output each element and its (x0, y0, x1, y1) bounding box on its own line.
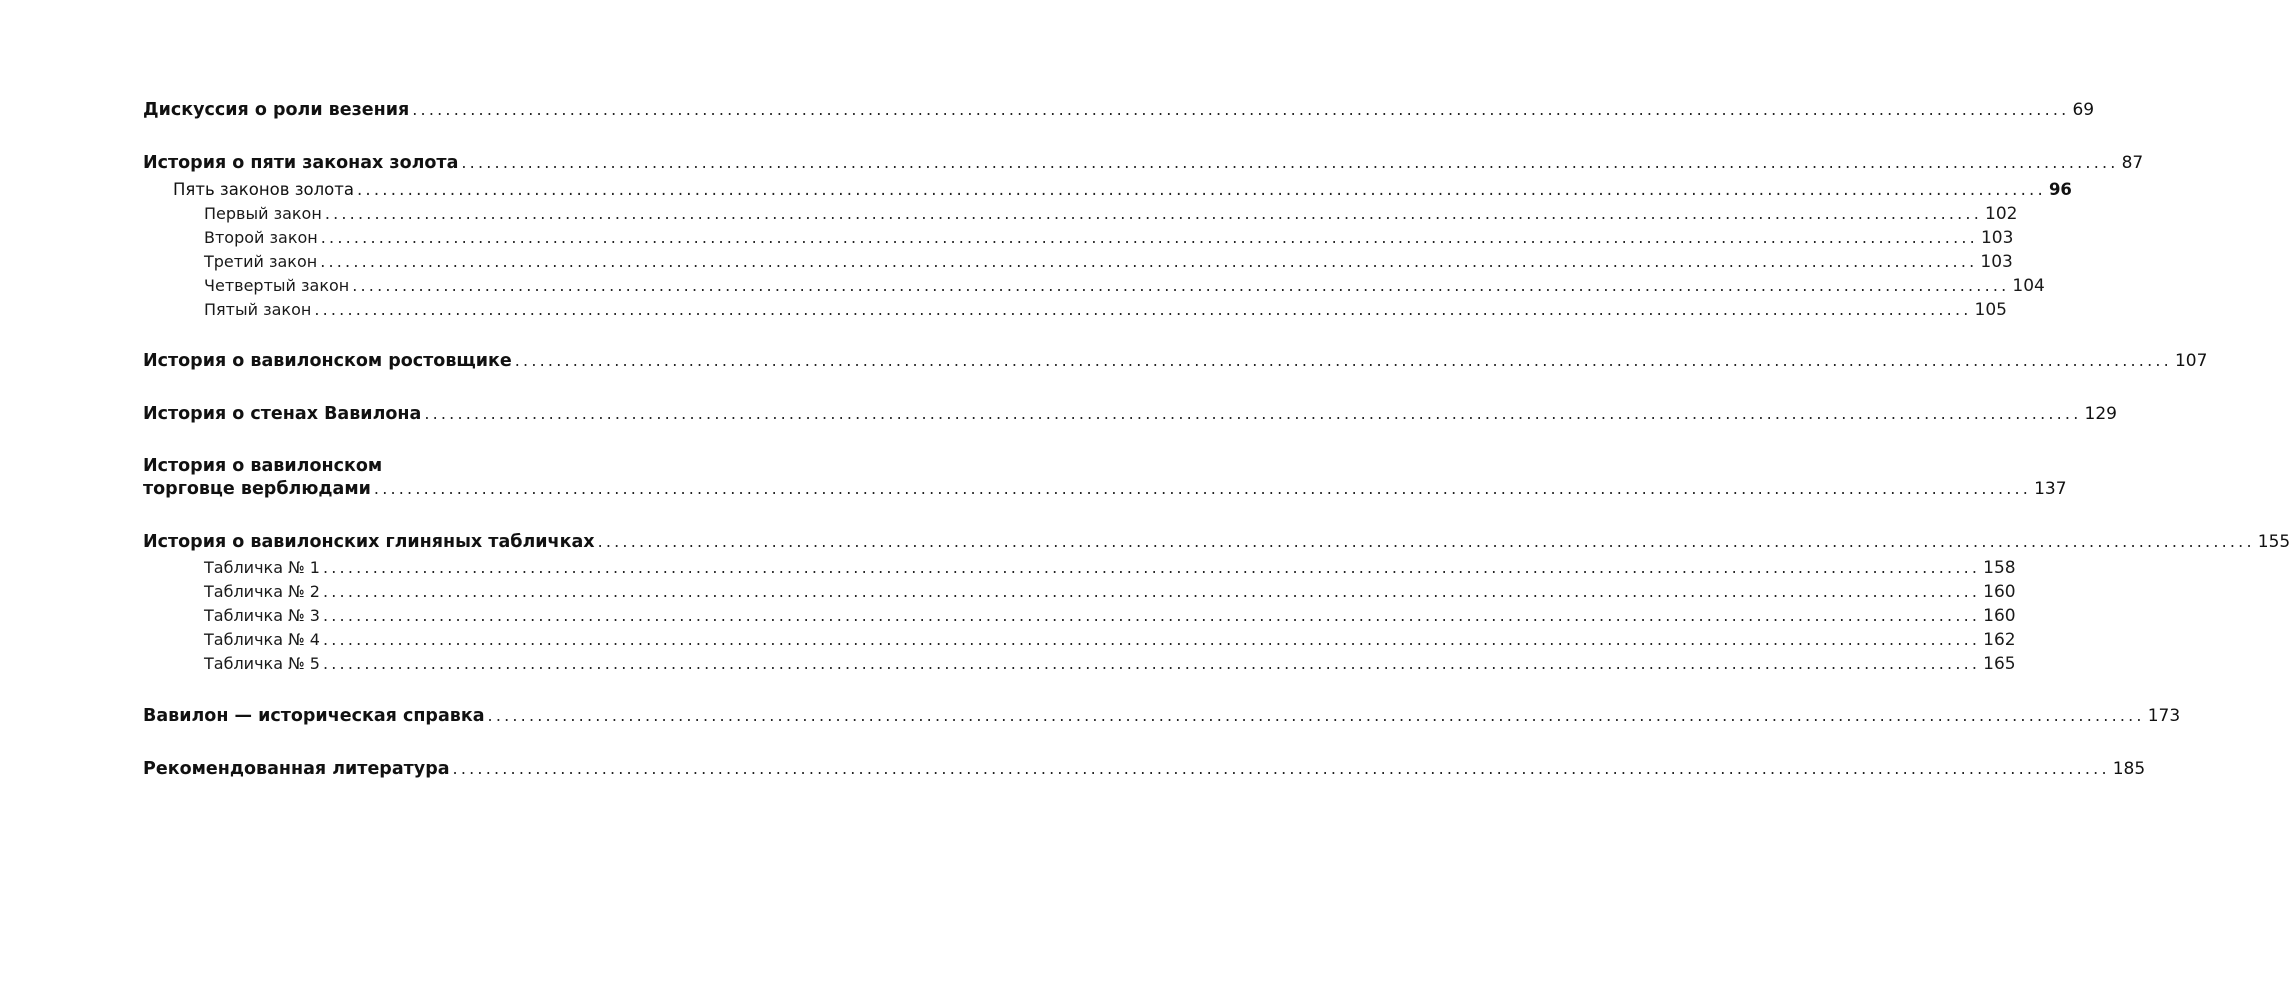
toc-subsubentry (204, 558, 2016, 578)
toc-entry-page: 160 (1983, 606, 2016, 626)
dot-leader: ........................................................................................................................................................................................................ (322, 630, 1981, 649)
toc-subsubentry (204, 654, 2016, 674)
toc-entry-page: 103 (1980, 228, 2014, 248)
toc-entry-page: 137 (2034, 479, 2067, 499)
toc-entry-page: 160 (1983, 582, 2016, 602)
toc-entry-title-line1: История о вавилонском (143, 456, 383, 476)
dot-leader: ........................................................................................................................................................................................................ (322, 582, 1981, 601)
dot-leader: ........................................................................................................................................................................................................ (320, 228, 1978, 247)
toc-entry-title: Табличка № 2 (204, 582, 320, 601)
toc-entry-title: Табличка № 4 (204, 630, 320, 649)
dot-leader: ........................................................................................................................................................................................................ (597, 532, 2255, 551)
table-of-contents (143, 0, 2290, 1000)
toc-entry-title: торговце верблюдами (143, 479, 371, 499)
dot-leader: ........................................................................................................................................................................................................ (373, 479, 2032, 498)
toc-entry-title: Дискуссия о роли везения (143, 100, 410, 120)
dot-leader: ........................................................................................................................................................................................................ (412, 100, 2070, 119)
toc-entry-page: 162 (1983, 630, 2016, 650)
toc-entry (143, 404, 2117, 424)
toc-entry (143, 479, 2067, 499)
toc-subsubentry (204, 276, 2045, 296)
toc-entry-title: История о вавилонских глиняных табличках (143, 532, 595, 552)
dot-leader: ........................................................................................................................................................................................................ (314, 300, 1972, 319)
dot-leader: ........................................................................................................................................................................................................ (514, 351, 2172, 370)
toc-entry-page: 185 (2112, 759, 2146, 779)
toc-entry-title: Пять законов золота (173, 180, 354, 199)
toc-entry-page: 102 (1985, 204, 2018, 224)
toc-entry (143, 706, 2181, 726)
toc-entry-page: 129 (2084, 404, 2117, 424)
toc-subsubentry (204, 204, 2018, 224)
toc-entry-page: 165 (1983, 654, 2016, 674)
toc-entry-title: Табличка № 1 (204, 558, 320, 577)
toc-entry (143, 153, 2144, 173)
toc-entry-title: История о пяти законах золота (143, 153, 459, 173)
dot-leader: ........................................................................................................................................................................................................ (461, 153, 2119, 172)
toc-subsubentry (204, 252, 2013, 272)
toc-entry (143, 351, 2208, 371)
toc-entry-title: Табличка № 3 (204, 606, 320, 625)
toc-entry-page: 105 (1974, 300, 2007, 320)
dot-leader: ........................................................................................................................................................................................................ (320, 252, 1978, 271)
toc-entry-page: 103 (1980, 252, 2013, 272)
dot-leader: ........................................................................................................................................................................................................ (487, 706, 2145, 725)
toc-entry-page: 104 (2012, 276, 2045, 296)
toc-subsubentry (204, 228, 2014, 248)
toc-entry-title: Пятый закон (204, 300, 312, 319)
dot-leader: ........................................................................................................................................................................................................ (322, 558, 1981, 577)
toc-entry (143, 532, 2290, 552)
dot-leader: ........................................................................................................................................................................................................ (322, 654, 1981, 673)
dot-leader: ........................................................................................................................................................................................................ (356, 180, 2046, 199)
toc-subsubentry (204, 606, 2016, 626)
toc-entry (143, 100, 2095, 120)
toc-entry-page: 87 (2121, 153, 2144, 173)
toc-entry-title: История о стенах Вавилона (143, 404, 422, 424)
toc-entry-page: 107 (2174, 351, 2208, 371)
toc-subentry (173, 180, 2072, 199)
dot-leader: ........................................................................................................................................................................................................ (322, 606, 1981, 625)
dot-leader: ........................................................................................................................................................................................................ (324, 204, 1982, 223)
toc-subsubentry (204, 300, 2007, 320)
dot-leader: ........................................................................................................................................................................................................ (352, 276, 2010, 295)
toc-entry-title: Первый закон (204, 204, 322, 223)
toc-entry-title: История о вавилонском ростовщике (143, 351, 512, 371)
dot-leader: ........................................................................................................................................................................................................ (452, 759, 2110, 778)
toc-entry-page: 173 (2147, 706, 2181, 726)
toc-entry-title: Четвертый закон (204, 276, 350, 295)
toc-entry-page: 155 (2257, 532, 2290, 552)
toc-entry-title: Второй закон (204, 228, 318, 247)
toc-subsubentry (204, 582, 2016, 602)
toc-subsubentry (204, 630, 2016, 650)
toc-entry-title: Рекомендованная литература (143, 759, 450, 779)
toc-entry-page: 158 (1983, 558, 2016, 578)
toc-entry-title: Вавилон — историческая справка (143, 706, 485, 726)
toc-entry-title: Табличка № 5 (204, 654, 320, 673)
dot-leader: ........................................................................................................................................................................................................ (424, 404, 2082, 423)
toc-entry-page: 69 (2072, 100, 2095, 120)
toc-entry-page: 96 (2048, 180, 2072, 199)
toc-entry-title: Третий закон (204, 252, 318, 271)
toc-entry (143, 759, 2146, 779)
